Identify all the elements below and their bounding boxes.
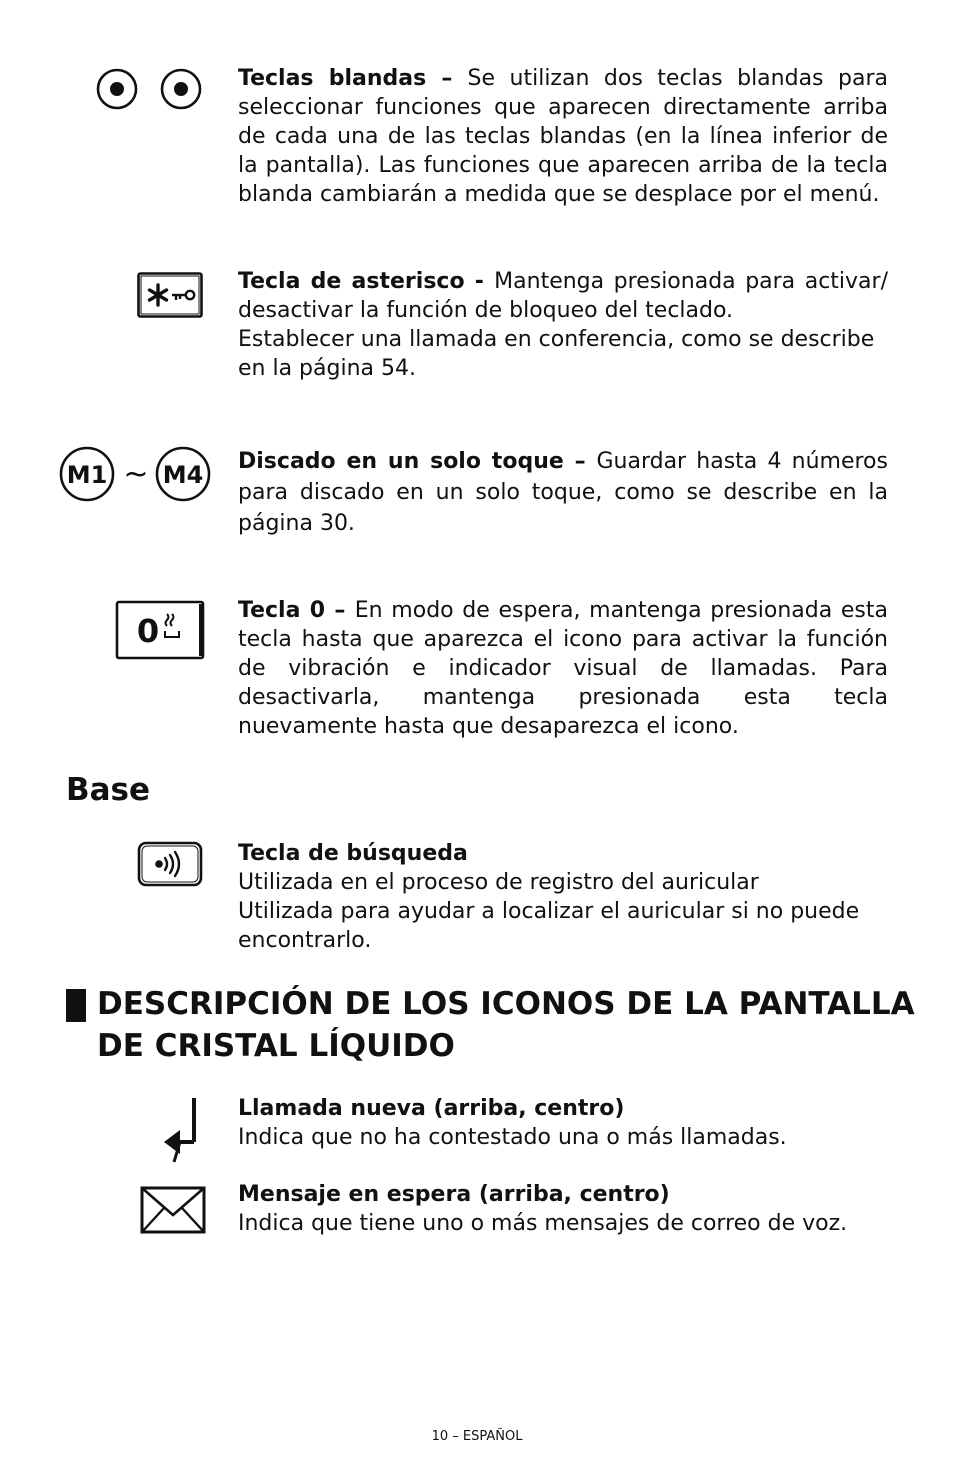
item-title-text: Llamada nueva (arriba, centro) <box>238 1096 625 1121</box>
entry-title: Discado en un solo toque <box>238 449 564 474</box>
entry-text: Guardar hasta 4 números para discado en un solo toque, como se describe en la página 30. <box>238 449 888 536</box>
item-text: Indica que tiene uno o más mensajes de correo de voz. <box>238 1211 848 1236</box>
entry-separator: – <box>325 598 355 623</box>
entry-text-2: Establecer una llamada en conferencia, como se describe en la página 54. <box>238 327 875 381</box>
entry-star-key <box>238 267 888 325</box>
entry-soft-keys <box>238 64 888 209</box>
entry-title <box>238 839 888 868</box>
section-marker <box>66 989 86 1022</box>
item-title <box>238 1180 888 1209</box>
item-title-text: Mensaje en espera (arriba, centro) <box>238 1182 670 1207</box>
entry-title: Tecla 0 <box>238 598 326 623</box>
soft-keys-icon <box>94 66 204 112</box>
star-key-lock-icon <box>137 272 205 320</box>
entry-title: Tecla de asterisco <box>238 269 465 294</box>
icon-label-tilde: ~ <box>123 457 149 492</box>
envelope-icon <box>139 1185 207 1235</box>
entry-text: Mantenga presionada para activar/ desactivar la función de bloqueo del teclado. <box>238 269 888 323</box>
entry-line: Utilizada en el proceso de registro del auricular <box>238 870 759 895</box>
memory-keys-m1-m4-icon <box>58 444 214 506</box>
item-text: Indica que no ha contestado una o más llamadas. <box>238 1125 787 1150</box>
entry-page-key <box>238 839 888 955</box>
entry-title-text: Tecla de búsqueda <box>238 841 468 866</box>
lcd-item-message-waiting <box>238 1180 888 1238</box>
entry-line: Utilizada para ayudar a localizar el auricular si no puede encontrarlo. <box>238 899 860 953</box>
entry-title: Teclas blandas <box>238 66 427 91</box>
zero-key-vibrate-icon <box>115 600 207 662</box>
entry-zero-key <box>238 596 888 741</box>
entry-text: Se utilizan dos teclas blandas para seleccionar funciones que aparecen directamente arriba de cada una de las teclas blandas (en la línea inferior de la pantalla). Las funciones que aparecen arriba de la tecla blanda cambiarán a medida que se desplace por el menú. <box>238 66 888 207</box>
entry-one-touch-dial <box>238 446 888 539</box>
icon-label-m1: M1 <box>66 461 108 489</box>
new-call-arrow-icon <box>160 1094 202 1166</box>
entry-separator: – <box>426 66 468 91</box>
page-footer: 10 – ESPAÑOL <box>431 1429 523 1444</box>
entry-separator: - <box>464 269 495 294</box>
icon-label-m4: M4 <box>162 461 204 489</box>
base-heading: Base <box>66 772 151 808</box>
item-title <box>238 1094 888 1123</box>
lcd-item-new-call <box>238 1094 888 1152</box>
entry-text: En modo de espera, mantenga presionada esta tecla hasta que aparezca el icono para activar la función de vibración e indicador visual de llamadas. Para desactivarla, mantenga presionada esta tecla nuevamente hasta que desaparezca el icono. <box>238 598 888 739</box>
lcd-section-heading: DESCRIPCIÓN DE LOS ICONOS DE LA PANTALLA DE CRISTAL LÍQUIDO <box>97 986 915 1064</box>
page-key-icon <box>137 841 205 889</box>
entry-star-key-extra <box>238 325 888 383</box>
icon-label-zero: 0 <box>136 612 160 650</box>
entry-separator: – <box>563 449 597 474</box>
